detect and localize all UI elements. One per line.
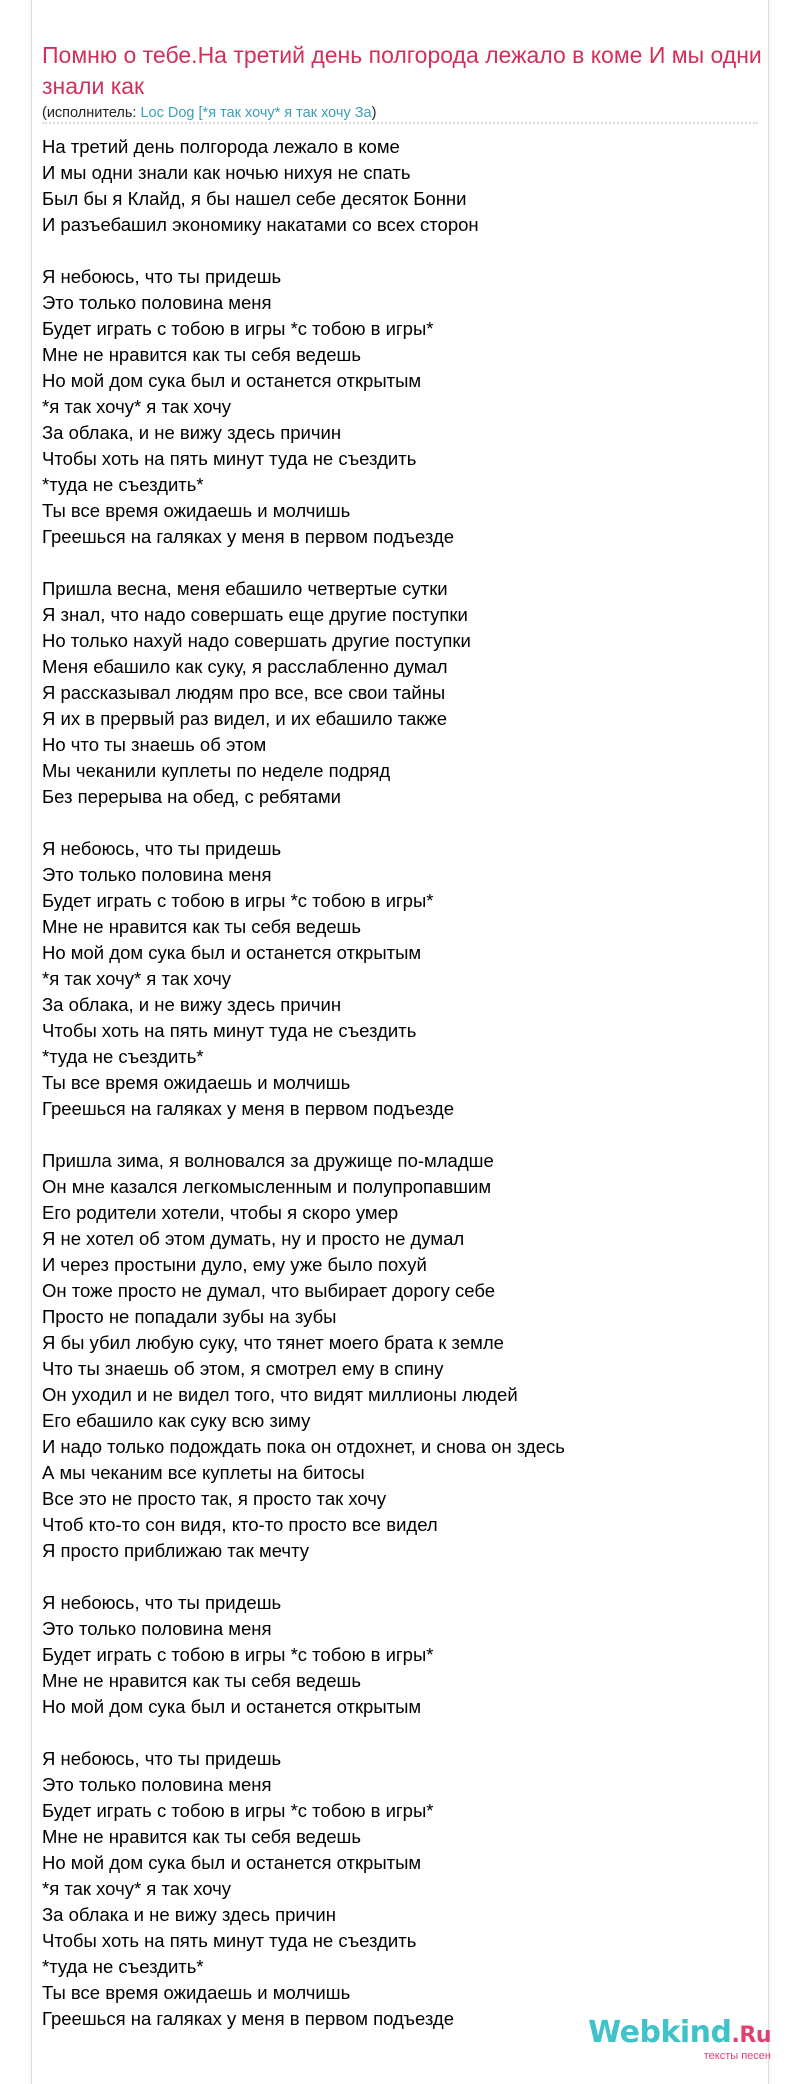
lyric-blank-line [42, 1564, 762, 1590]
lyric-line: Мы чеканили куплеты по неделе подряд [42, 760, 391, 781]
lyric-line: Чтобы хоть на пять минут туда не съездить [42, 448, 417, 469]
lyric-line: *я так хочу* я так хочу [42, 968, 232, 989]
lyric-blank-line [42, 1720, 762, 1746]
lyric-line: *я так хочу* я так хочу [42, 1878, 232, 1899]
lyric-line: Чтоб кто-то сон видя, кто-то просто все видел [42, 1514, 438, 1535]
lyric-line: Без перерыва на обед, с ребятами [42, 786, 342, 807]
lyric-line: За облака и не вижу здесь причин [42, 1904, 336, 1925]
lyric-line: Он мне казался легкомысленным и полупропавшим [42, 1176, 492, 1197]
lyric-blank-line [42, 810, 762, 836]
lyric-line: Я знал, что надо совершать еще другие поступки [42, 604, 468, 625]
lyric-line: Это только половина меня [42, 1618, 272, 1639]
lyric-line: *туда не съездить* [42, 1046, 204, 1067]
performer-prefix: (исполнитель: [42, 105, 141, 121]
lyric-line: Но мой дом сука был и останется открытым [42, 942, 422, 963]
title-divider [42, 122, 758, 124]
lyric-line: Мне не нравится как ты себя ведешь [42, 344, 362, 365]
lyric-line: Мне не нравится как ты себя ведешь [42, 916, 362, 937]
lyric-line: Его ебашило как суку всю зиму [42, 1410, 311, 1431]
logo-tagline: тексты песен [703, 2050, 771, 2062]
lyric-line: Я их в прервый раз видел, и их ебашило также [42, 708, 448, 729]
lyric-line: Я небоюсь, что ты придешь [42, 266, 282, 287]
lyric-line: Но мой дом сука был и останется открытым [42, 1696, 422, 1717]
lyric-line: Будет играть с тобою в игры *с тобою в игры* [42, 1644, 434, 1665]
performer-line [42, 104, 376, 122]
lyric-line: Мне не нравится как ты себя ведешь [42, 1670, 362, 1691]
lyrics-body [42, 134, 762, 2032]
lyric-line: *туда не съездить* [42, 474, 204, 495]
lyric-line: Но что ты знаешь об этом [42, 734, 267, 755]
lyric-line: Я небоюсь, что ты придешь [42, 838, 282, 859]
lyric-line: Меня ебашило как суку, я расслабленно думал [42, 656, 448, 677]
lyric-line: Мне не нравится как ты себя ведешь [42, 1826, 362, 1847]
lyric-line: Греешься на галяках у меня в первом подъезде [42, 2008, 454, 2029]
lyric-line: Но мой дом сука был и останется открытым [42, 370, 422, 391]
logo-name: Webkind [588, 2015, 732, 2050]
lyric-line: Будет играть с тобою в игры *с тобою в игры* [42, 890, 434, 911]
lyric-blank-line [42, 238, 762, 264]
lyric-line: Я рассказывал людям про все, все свои тайны [42, 682, 446, 703]
lyric-line: Пришла зима, я волновался за дружище по-младше [42, 1150, 494, 1171]
lyric-line: Был бы я Клайд, я бы нашел себе десяток Бонни [42, 188, 467, 209]
lyric-line: Чтобы хоть на пять минут туда не съездить [42, 1020, 417, 1041]
lyric-line: Я небоюсь, что ты придешь [42, 1592, 282, 1613]
lyric-line: И надо только подождать пока он отдохнет, и снова он здесь [42, 1436, 565, 1457]
lyric-line: Его родители хотели, чтобы я скоро умер [42, 1202, 399, 1223]
lyric-line: Я не хотел об этом думать, ну и просто не думал [42, 1228, 465, 1249]
performer-link[interactable]: Loc Dog [*я так хочу* я так хочу За [140, 105, 372, 121]
lyric-line: Это только половина меня [42, 292, 272, 313]
lyric-blank-line [42, 550, 762, 576]
lyric-line: Он тоже просто не думал, что выбирает дорогу себе [42, 1280, 496, 1301]
lyric-line: *я так хочу* я так хочу [42, 396, 232, 417]
lyric-line: *туда не съездить* [42, 1956, 204, 1977]
page-title: Помню о тебе.На третий день полгорода лежало в коме И мы одни знали как [42, 42, 762, 99]
lyric-line: Он уходил и не видел того, что видят миллионы людей [42, 1384, 518, 1405]
lyric-line: И мы одни знали как ночью нихуя не спать [42, 162, 411, 183]
lyric-line: Ты все время ожидаешь и молчишь [42, 500, 351, 521]
lyric-line: Это только половина меня [42, 1774, 272, 1795]
lyric-line: Я небоюсь, что ты придешь [42, 1748, 282, 1769]
lyric-line: Греешься на галяках у меня в первом подъезде [42, 1098, 454, 1119]
performer-suffix: ) [371, 105, 377, 121]
lyric-line: Это только половина меня [42, 864, 272, 885]
lyric-blank-line [42, 1122, 762, 1148]
lyric-line: Что ты знаешь об этом, я смотрел ему в спину [42, 1358, 444, 1379]
lyric-line: Будет играть с тобою в игры *с тобою в игры* [42, 318, 434, 339]
lyric-line: И разъебашил экономику накатами со всех сторон [42, 214, 479, 235]
logo-tld: .Ru [731, 2023, 771, 2048]
lyric-line: Пришла весна, меня ебашило четвертые сутки [42, 578, 448, 599]
lyric-line: Но только нахуй надо совершать другие поступки [42, 630, 471, 651]
lyric-line: Ты все время ожидаешь и молчишь [42, 1982, 351, 2003]
lyric-line: Греешься на галяках у меня в первом подъезде [42, 526, 454, 547]
lyric-line: Все это не просто так, я просто так хочу [42, 1488, 387, 1509]
lyric-line: За облака, и не вижу здесь причин [42, 994, 342, 1015]
lyric-line: Но мой дом сука был и останется открытым [42, 1852, 422, 1873]
lyric-line: А мы чеканим все куплеты на битосы [42, 1462, 365, 1483]
lyric-line: Просто не попадали зубы на зубы [42, 1306, 337, 1327]
lyric-line: Я бы убил любую суку, что тянет моего брата к земле [42, 1332, 504, 1353]
lyric-line: И через простыни дуло, ему уже было похуй [42, 1254, 427, 1275]
lyric-line: На третий день полгорода лежало в коме [42, 136, 400, 157]
lyric-line: Чтобы хоть на пять минут туда не съездить [42, 1930, 417, 1951]
site-logo[interactable] [588, 2015, 771, 2062]
lyric-line: За облака, и не вижу здесь причин [42, 422, 342, 443]
lyric-line: Будет играть с тобою в игры *с тобою в игры* [42, 1800, 434, 1821]
lyric-line: Я просто приближаю так мечту [42, 1540, 310, 1561]
lyric-line: Ты все время ожидаешь и молчишь [42, 1072, 351, 1093]
